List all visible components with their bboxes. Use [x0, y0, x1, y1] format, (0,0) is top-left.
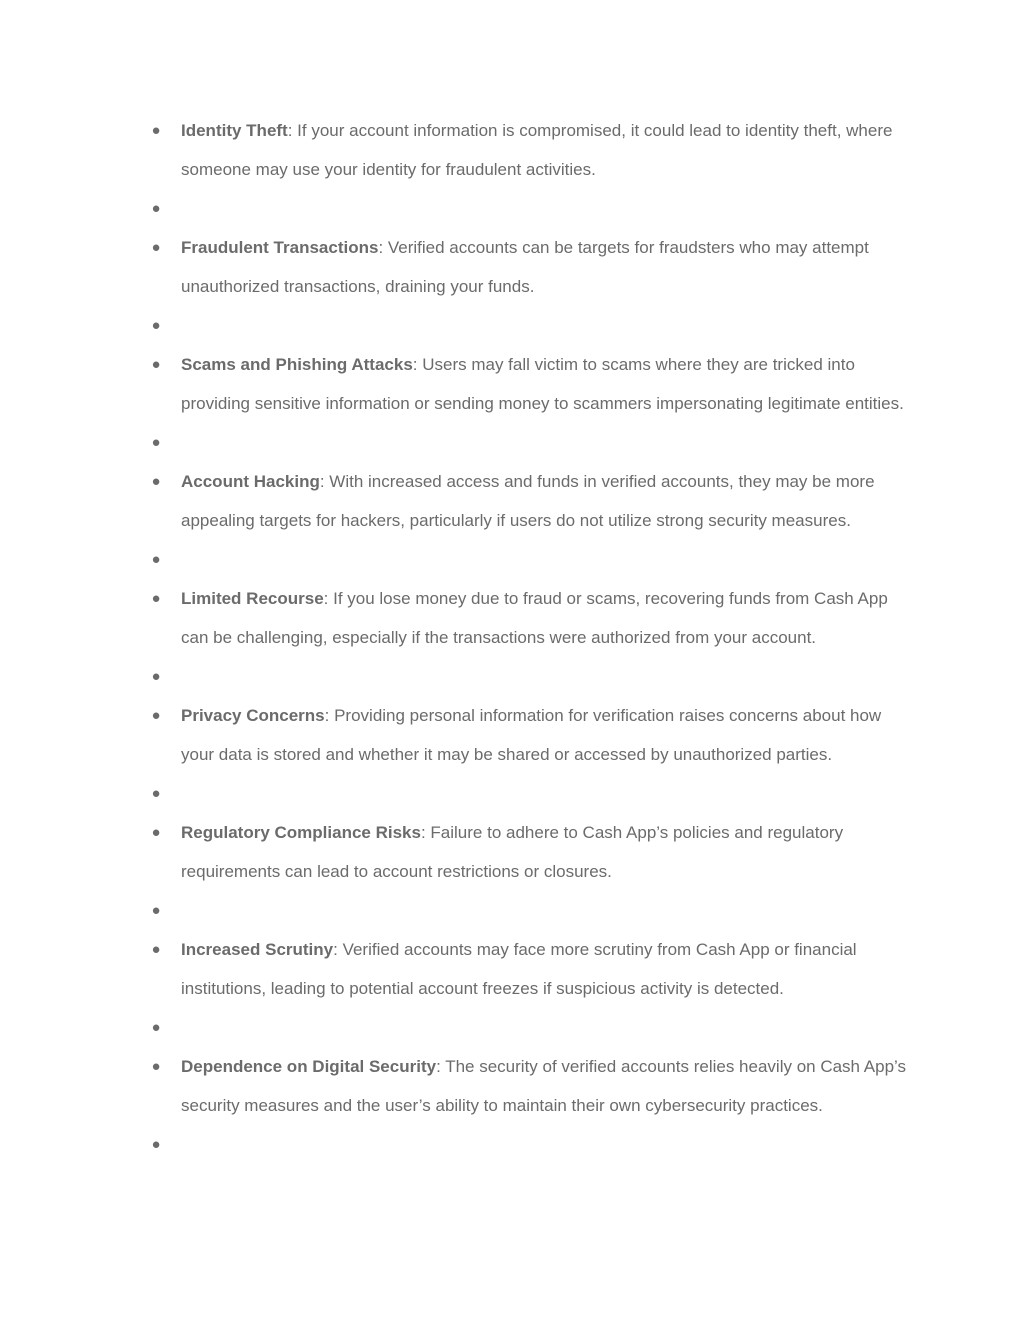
empty-list-item — [0, 1008, 1024, 1047]
bullet-icon: ● — [151, 1136, 161, 1153]
empty-list-item — [0, 774, 1024, 813]
item-description: : Failure to adhere to Cash App’s policies and regulatory requirements can lead to account restrictions or closures. — [181, 823, 844, 881]
bullet-icon: ● — [151, 239, 161, 256]
list-item — [0, 696, 1024, 774]
item-description: : Verified accounts may face more scrutiny from Cash App or financial institutions, leading to potential account freezes if suspicious activity is detected. — [181, 940, 857, 998]
item-term: Scams and Phishing Attacks — [181, 355, 413, 374]
bullet-icon: ● — [151, 590, 161, 607]
list-item — [0, 930, 1024, 1008]
item-term: Increased Scrutiny — [181, 940, 334, 959]
item-term: Regulatory Compliance Risks — [181, 823, 421, 842]
bullet-icon: ● — [151, 1019, 161, 1036]
item-term: Identity Theft — [181, 121, 288, 140]
bullet-icon: ● — [151, 668, 161, 685]
list-item — [0, 462, 1024, 540]
empty-list-item — [0, 306, 1024, 345]
item-description: : If you lose money due to fraud or scams, recovering funds from Cash App can be challenging, especially if the transactions were authorized from your account. — [181, 589, 888, 647]
bullet-icon: ● — [151, 473, 161, 490]
empty-list-item — [0, 891, 1024, 930]
item-term: Dependence on Digital Security — [181, 1057, 437, 1076]
empty-list-item — [0, 1125, 1024, 1164]
risk-list — [0, 111, 1024, 1164]
item-description: : If your account information is compromised, it could lead to identity theft, where someone may use your identity for fraudulent activities. — [181, 121, 893, 179]
empty-list-item — [0, 657, 1024, 696]
item-term: Account Hacking — [181, 472, 320, 491]
bullet-icon: ● — [151, 941, 161, 958]
bullet-icon: ● — [151, 551, 161, 568]
list-item — [0, 813, 1024, 891]
item-description: : The security of verified accounts relies heavily on Cash App’s security measures and the user’s ability to maintain their own cybersecurity practices. — [181, 1057, 907, 1115]
bullet-icon: ● — [151, 200, 161, 217]
bullet-icon: ● — [151, 1058, 161, 1075]
list-item — [0, 228, 1024, 306]
item-description: : Verified accounts can be targets for fraudsters who may attempt unauthorized transactions, draining your funds. — [181, 238, 869, 296]
item-description: : With increased access and funds in verified accounts, they may be more appealing targets for hackers, particularly if users do not utilize strong security measures. — [181, 472, 875, 530]
item-term: Fraudulent Transactions — [181, 238, 379, 257]
bullet-icon: ● — [151, 902, 161, 919]
bullet-icon: ● — [151, 317, 161, 334]
bullet-icon: ● — [151, 356, 161, 373]
empty-list-item — [0, 540, 1024, 579]
bullet-icon: ● — [151, 785, 161, 802]
bullet-icon: ● — [151, 824, 161, 841]
item-term: Privacy Concerns — [181, 706, 325, 725]
empty-list-item — [0, 423, 1024, 462]
item-term: Limited Recourse — [181, 589, 324, 608]
bullet-icon: ● — [151, 122, 161, 139]
list-item — [0, 1047, 1024, 1125]
empty-list-item — [0, 189, 1024, 228]
list-item — [0, 345, 1024, 423]
item-description: : Providing personal information for verification raises concerns about how your data is stored and whether it may be shared or accessed by unauthorized parties. — [181, 706, 882, 764]
bullet-icon: ● — [151, 434, 161, 451]
list-item — [0, 111, 1024, 189]
bullet-icon: ● — [151, 707, 161, 724]
item-description: : Users may fall victim to scams where they are tricked into providing sensitive information or sending money to scammers impersonating legitimate entities. — [181, 355, 904, 413]
list-item — [0, 579, 1024, 657]
